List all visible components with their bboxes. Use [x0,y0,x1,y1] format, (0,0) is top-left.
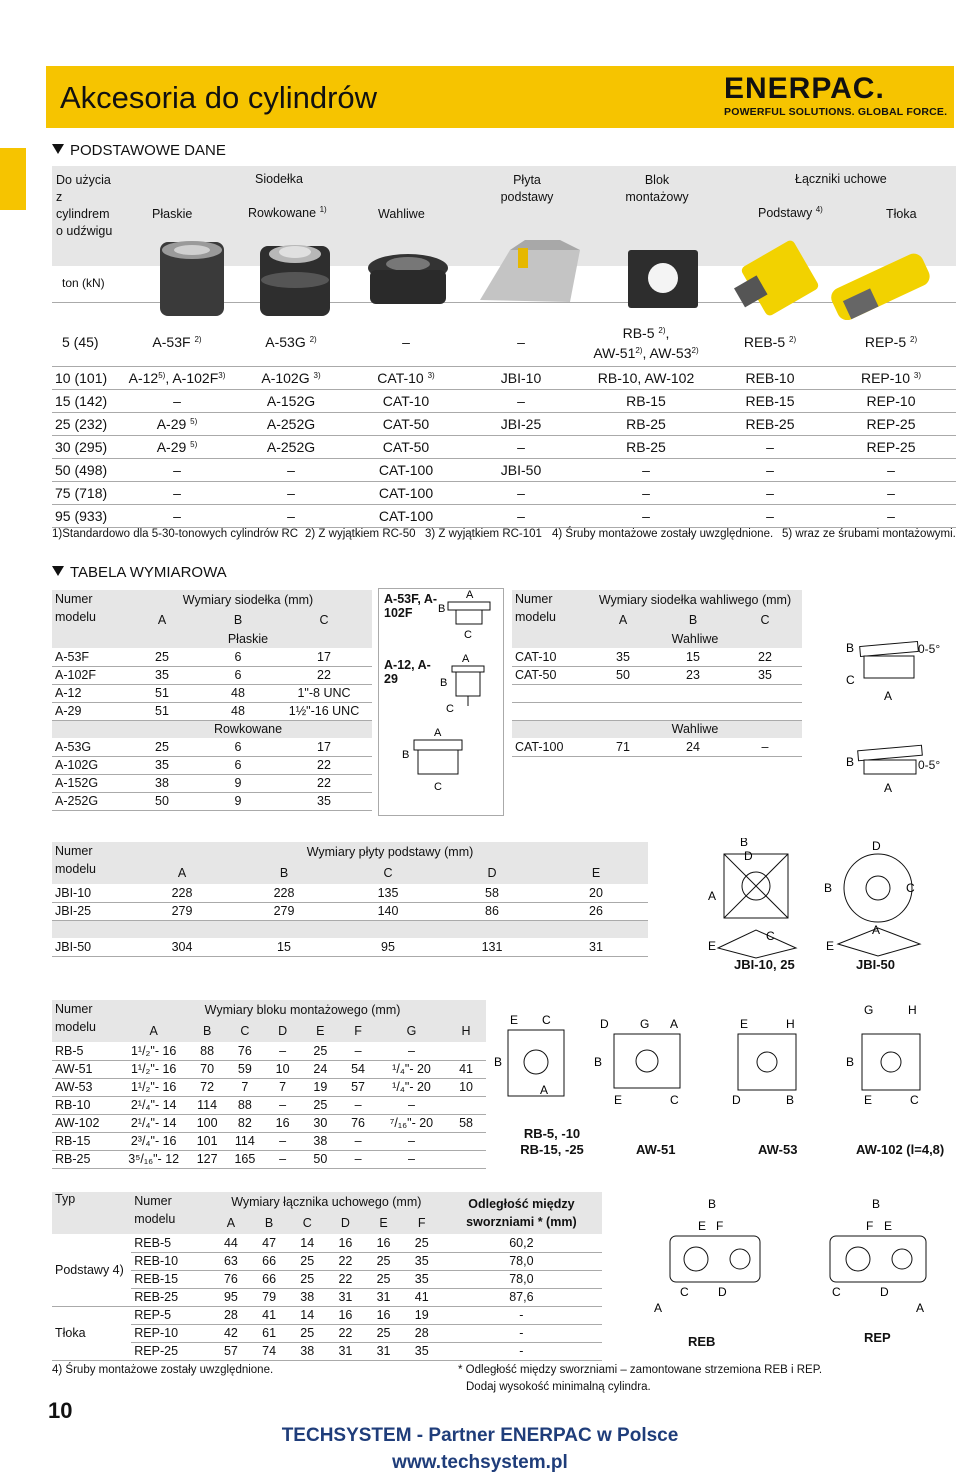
section-basic-data-title: PODSTAWOWE DANE [52,142,226,159]
svg-text:H: H [786,1017,795,1031]
svg-text:A: A [434,727,442,739]
s1-header-plunger: Tłoka [886,207,917,221]
svg-text:B: B [740,838,749,849]
svg-text:B: B [846,1055,855,1069]
s1-header-plate: Płyta podstawy [500,173,554,204]
s5-note-3: Dodaj wysokość minimalną cylindra. [466,1381,651,1393]
s1-row: 50 (498) – – CAT-100 JBI-50 – – – [52,458,956,481]
footer-url[interactable]: www.techsystem.pl [392,1452,568,1473]
svg-text:B: B [594,1055,603,1069]
mounting-block-table: Numer modelu Wymiary bloku montażowego (mm) A B C D E F G H RB-5 1¹/₂"- 16 88 76 – 25 – – AW-51 1¹/₂"- 16 70 59 10 24 54 ¹/₄"- 20 41 AW-53 1¹/₂"- 16 72 7 7 19 57 ¹/₄"- 20 10 RB-10 2¹/₄"- 14 114 88 – 25 – – AW-102 2¹/₄"- 14 100 82 16 30 76 ⁷/₁₆"- 20 58 RB-15 2³/₄"- 16 101 114 – 38 – – RB-25 3⁵/₁₆"- 12 127 165 – 50 – – [52,1000,486,1169]
svg-text:C: C [832,1285,841,1299]
svg-text:F: F [716,1219,724,1233]
s5-note-2: * Odległość między sworzniami – zamontowane strzemiona REB i REP. [458,1364,823,1376]
mounting-block-diagrams [490,1000,956,1140]
svg-text:B: B [708,1197,717,1211]
tilt-saddle-table: Numer modelu Wymiary siodełka wahliwego (mm) A B C Wahliwe CAT-10 35 15 22 CAT-50 50 23 35 Wahliwe CAT-100 71 24 – [512,590,802,757]
logo-tagline: POWERFUL SOLUTIONS. GLOBAL FORCE. [724,106,948,118]
svg-text:C: C [446,703,454,715]
svg-text:B: B [846,641,855,655]
svg-text:E: E [510,1013,519,1027]
clevis-caption-reb: REB [688,1334,716,1349]
svg-text:A: A [466,589,474,601]
s1-header-use: Do użycia z cylindrem o udźwigu [56,173,113,238]
svg-text:E: E [708,939,717,953]
base-plate-photo [480,240,580,302]
svg-text:A: A [872,923,881,937]
svg-text:D: D [872,839,881,853]
svg-text:C: C [906,881,915,895]
svg-text:A: A [540,1083,549,1097]
svg-text:A: A [884,689,893,703]
logo-wordmark: ENERPAC. [724,72,885,105]
svg-text:E: E [884,1219,893,1233]
plunger-clevis-photo [828,250,933,320]
svg-text:C: C [680,1285,689,1299]
page-title: Akcesoria do cylindrów [60,80,378,115]
base-plate-table: Numer modelu Wymiary płyty podstawy (mm) A B C D E JBI-10 228 228 135 58 20 JBI-25 279 279 140 86 26 JBI-50 304 15 95 131 31 [52,842,648,957]
svg-text:E: E [864,1093,873,1107]
svg-text:H: H [908,1003,917,1017]
svg-text:C: C [464,629,472,641]
triangle-down-icon [52,144,64,154]
svg-text:D: D [732,1093,741,1107]
grooved-saddle-photo [260,245,330,316]
tilt-saddle-photo [368,254,448,304]
s1-row: 75 (718) – – CAT-100 – – – – [52,481,956,504]
s1-row: 30 (295) A-29 $^{5)}$ A-252G CAT-50 – RB-25 – REP-25 [52,435,956,458]
svg-text:D: D [880,1285,889,1299]
tilt-angle-1: 0-5° [918,642,941,656]
svg-text:C: C [542,1013,551,1027]
s1-note-3: 3) Z wyjątkiem RC-101 [425,528,542,540]
section-dimensions-title: TABELA WYMIAROWA [52,564,227,581]
saddle-diagrams [378,588,504,816]
svg-text:D: D [718,1285,727,1299]
mounting-block-caption-2: AW-51 [636,1142,676,1157]
tilt-angle-2: 0-5° [918,758,941,772]
svg-text:C: C [766,929,775,943]
svg-text:A: A [708,889,717,903]
product-photos [140,240,960,320]
s1-ton-label: ton (kN) [62,276,105,290]
s1-row: 10 (101) A-12$^{5)}$, $A-102F^{3)}$ A-102G $^{3)}$ CAT-10 $^{3)}$ JBI-10 RB-10, AW-102 REB-10 REP-10 $^{3)}$ [52,366,956,389]
flat-saddle-photo [160,241,224,316]
footer-partner: TECHSYSTEM - Partner ENERPAC w Polsce [281,1425,679,1446]
svg-text:E: E [614,1093,623,1107]
s1-header-block: Blok montażowy [625,173,689,204]
clevis-table: Typ Numer modelu Wymiary łącznika uchowego (mm) Odległość między sworzniami * (mm) A B C D E F Podstawy 4) REB-5 44 47 14 16 16 25 60,2 REB-10 63 66 25 22 25 35 78,0 REB-15 76 66 25 22 25 35 78,0 REB-25 95 79 38 31 31 41 87,6 Tłoka REP-5 28 41 14 16 16 19 - REP-10 42 61 25 22 25 28 - REP-25 57 74 38 31 31 35 - [52,1192,602,1361]
mounting-block-caption-1: RB-5, -10 RB-15, -25 [520,1126,584,1157]
mounting-block-photo [628,250,698,308]
s1-header-flat: Płaskie [152,207,193,221]
page-number: 10 [48,1398,73,1423]
enerpac-logo [724,74,947,118]
svg-text:C: C [670,1093,679,1107]
saddle-diagram-label-1: A-53F, A-102F [384,592,438,620]
svg-text:B: B [402,749,410,761]
svg-text:C: C [846,673,855,687]
svg-text:B: B [872,1197,881,1211]
svg-text:C: C [910,1093,919,1107]
svg-text:A: A [884,781,893,795]
svg-text:E: E [698,1219,707,1233]
yellow-accent-bar [0,148,26,210]
svg-text:E: E [826,939,835,953]
svg-text:A: A [916,1301,925,1315]
s5-note-1: 4) Śruby montażowe zostały uwzględnione. [52,1364,274,1376]
s1-row: 5 (45) A-53F $^{2)}$ A-53G $^{2)}$ – – RB-5 $^{2)}$, AW-51$^{2)}$, AW-53$^{2)}$ REB-5 $^{2)}$ REP-5 $^{2)}$ [62,324,918,361]
saddle-diagram-label-2: A-12, A-29 [384,658,431,686]
svg-text:B: B [824,881,833,895]
s1-note-1: 1)Standardowo dla 5-30-tonowych cylindrów RC [52,528,299,540]
svg-text:A: A [462,653,470,665]
s1-header-clevis: Łączniki uchowe [795,172,887,186]
svg-text:A: A [670,1017,679,1031]
svg-text:G: G [864,1003,874,1017]
base-plate-caption-2: JBI-50 [856,957,896,972]
tilt-saddle-diagrams [806,588,956,808]
clevis-diagrams [640,1196,956,1326]
svg-text:B: B [846,755,855,769]
svg-text:E: E [740,1017,749,1031]
s1-row: 15 (142) – A-152G CAT-10 – RB-15 REB-15 REP-10 [52,389,956,412]
s1-table [52,318,956,528]
s1-note-4: 4) Śruby montażowe zostały uwzględnione. [552,528,774,540]
s1-note-2: 2) Z wyjątkiem RC-50 [305,528,416,540]
base-plate-caption-1: JBI-10, 25 [734,957,795,972]
mounting-block-caption-3: AW-53 [758,1142,798,1157]
svg-text:A: A [654,1301,663,1315]
svg-text:B: B [440,677,448,689]
mounting-block-caption-4: AW-102 (l=4,8) [856,1142,945,1157]
saddle-dim-table: Numer modelu Wymiary siodełka (mm) A B C Płaskie A-53F 25 6 17 A-102F 35 6 22 A-12 51 48 1"-8 UNC A-29 51 48 1½"-16 UNC Rowkowane A-53G 25 6 17 A-102G 35 6 22 A-152G 38 9 22 A-252G 50 9 35 [52,590,372,811]
clevis-caption-rep: REP [864,1330,891,1345]
triangle-down-icon [52,566,64,576]
s1-note-5: 5) wraz ze śrubami montażowymi. [782,528,956,540]
s1-row: 95 (933) – – CAT-100 – – – – [52,504,956,527]
s1-header-base: Podstawy $^{4)}$ [758,205,823,220]
svg-text:C: C [434,781,442,793]
svg-text:G: G [640,1017,650,1031]
svg-text:B: B [494,1055,503,1069]
svg-text:B: B [786,1093,795,1107]
s1-header-tilt: Wahliwe [378,207,425,221]
svg-text:D: D [600,1017,609,1031]
s1-row: 25 (232) A-29 $^{5)}$ A-252G CAT-50 JBI-25 RB-25 REB-25 REP-25 [52,412,956,435]
svg-text:D: D [744,849,753,863]
s1-header-saddles: Siodełka [255,172,303,186]
svg-text:F: F [866,1219,874,1233]
base-clevis-photo [734,240,820,317]
svg-text:B: B [438,603,446,615]
s1-header-grooved: Rowkowane $^{1)}$ [248,205,327,220]
